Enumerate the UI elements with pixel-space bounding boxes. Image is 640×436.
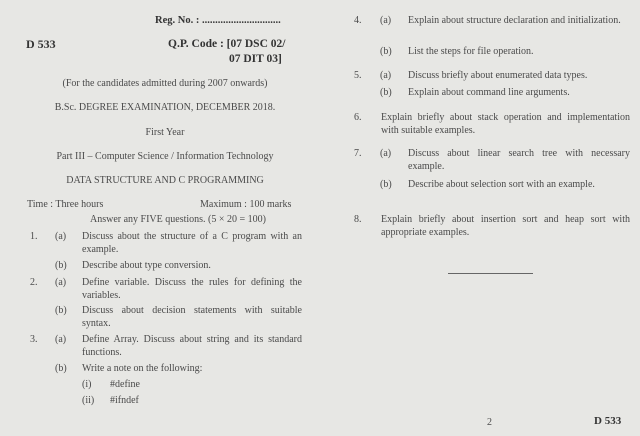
part-label: (b) bbox=[380, 46, 392, 57]
question-text: Describe about selection sort with an example. bbox=[408, 179, 595, 190]
sub-label: (ii) bbox=[82, 395, 95, 406]
part-label: (a) bbox=[380, 15, 392, 26]
part-label: (b) bbox=[380, 87, 392, 98]
candidates-note: (For the candidates admitted during 2007 onwards) bbox=[62, 78, 268, 89]
sub-text: #ifndef bbox=[110, 395, 139, 406]
subject: DATA STRUCTURE AND C PROGRAMMING bbox=[66, 175, 264, 186]
question-text: Discuss about linear search tree with necessary example. bbox=[408, 148, 630, 172]
question-text: Discuss about decision statements with suitable syntax. bbox=[82, 305, 302, 329]
part-label: (a) bbox=[380, 70, 392, 81]
time: Time : Three hours bbox=[27, 199, 104, 210]
sub-text: #define bbox=[110, 379, 140, 390]
paper-code: D 533 bbox=[26, 37, 56, 51]
part-label: (a) bbox=[380, 148, 392, 159]
part-label: (b) bbox=[55, 363, 67, 374]
question-text: List the steps for file operation. bbox=[408, 46, 534, 57]
footer-code: D 533 bbox=[594, 415, 622, 427]
question-text: Explain briefly about insertion sort and heap sort with appropriate examples. bbox=[381, 214, 630, 238]
year: First Year bbox=[145, 127, 185, 138]
sub-label: (i) bbox=[82, 379, 92, 390]
question-number: 3. bbox=[30, 334, 38, 345]
instruction: Answer any FIVE questions. (5 × 20 = 100) bbox=[90, 214, 266, 225]
part-label: (a) bbox=[55, 334, 67, 345]
question-text: Discuss about the structure of a C program with an example. bbox=[82, 231, 302, 255]
max-marks: Maximum : 100 marks bbox=[200, 199, 292, 210]
question-text: Write a note on the following: bbox=[82, 363, 203, 374]
question-text: Explain about command line arguments. bbox=[408, 87, 570, 98]
part-label: (a) bbox=[55, 231, 67, 242]
reg-no: Reg. No. : .............................. bbox=[155, 15, 281, 26]
question-number: 2. bbox=[30, 277, 38, 288]
end-rule bbox=[448, 273, 533, 274]
part-label: (b) bbox=[380, 179, 392, 190]
question-number: 6. bbox=[354, 112, 362, 123]
part: Part III – Computer Science / Information Technology bbox=[56, 151, 274, 162]
question-number: 7. bbox=[354, 148, 362, 159]
question-text: Describe about type conversion. bbox=[82, 260, 211, 271]
part-label: (b) bbox=[55, 260, 67, 271]
exam-title: B.Sc. DEGREE EXAMINATION, DECEMBER 2018. bbox=[54, 102, 276, 113]
question-number: 4. bbox=[354, 15, 362, 26]
question-text: Define variable. Discuss the rules for defining the variables. bbox=[82, 277, 302, 301]
qp-code-cont: 07 DIT 03] bbox=[229, 53, 282, 65]
question-number: 1. bbox=[30, 231, 38, 242]
page-number: 2 bbox=[487, 417, 492, 428]
question-text: Discuss briefly about enumerated data types. bbox=[408, 70, 588, 81]
question-text: Define Array. Discuss about string and its standard functions. bbox=[82, 334, 302, 358]
part-label: (b) bbox=[55, 305, 67, 316]
question-text: Explain about structure declaration and initialization. bbox=[408, 15, 621, 26]
part-label: (a) bbox=[55, 277, 67, 288]
qp-code: Q.P. Code : [07 DSC 02/ bbox=[168, 38, 286, 50]
question-text: Explain briefly about stack operation and implementation with suitable examples. bbox=[381, 112, 630, 136]
question-number: 5. bbox=[354, 70, 362, 81]
question-number: 8. bbox=[354, 214, 362, 225]
